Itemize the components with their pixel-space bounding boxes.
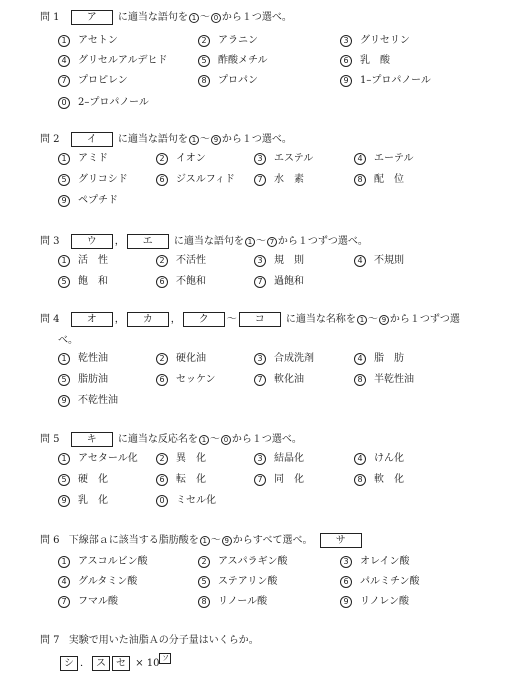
option-8: 8 配 位 [354,173,404,187]
stem-text: に適当な反応名を [117,434,198,445]
option-4: 4 脂 肪 [354,352,404,366]
question-number: 問 2 [40,134,60,145]
option-1: 1 活 性 [58,254,108,268]
answer-box-o[interactable]: オ [71,312,113,327]
option-7: 7 過飽和 [254,275,304,289]
answer-box-shi[interactable]: シ [60,656,78,671]
question-6-stem [40,533,364,548]
option-3: 3 結晶化 [254,452,304,466]
option-1: 1 アミド [58,152,108,166]
circled-number: 7 [267,237,277,247]
option-0: 0 2–プロパノール [58,96,149,110]
stem-text: に適当な語句を [117,12,188,23]
answer-box-se[interactable]: セ [112,656,130,671]
answer-box-i[interactable]: イ [71,132,113,147]
option-6: 6 不飽和 [156,275,206,289]
option-5: 5 酢酸メチル [198,54,268,68]
option-5: 5 脂肪油 [58,373,108,387]
tilde: ～ [210,535,221,546]
option-9: 9 1–プロパノール [340,74,431,88]
stem-text: に適当な名称を [285,314,356,325]
stem-text: からすべて選べ。 [232,535,313,546]
option-4: 4 グリセルアルデヒド [58,54,168,68]
option-2: 2 イオン [156,152,206,166]
stem-text: から１つずつ選 [389,314,460,325]
question-number: 問 1 [40,12,60,23]
option-8: 8 リノール酸 [198,595,267,609]
option-7: 7 軟化油 [254,373,304,387]
option-1: 1 乾性油 [58,352,108,366]
question-number: 問 3 [40,236,60,247]
option-6: 6 ジスルフィド [156,173,235,187]
answer-box-su[interactable]: ス [92,656,110,671]
tilde: ～ [199,134,210,145]
question-3-stem [40,234,368,249]
option-2: 2 アラニン [198,34,258,48]
option-9: 9 リノレン酸 [340,595,409,609]
stem-text: に適当な語句を [117,134,188,145]
option-3: 3 エステル [254,152,313,166]
separator: ， [114,314,125,325]
option-3: 3 合成洗剤 [254,352,314,366]
option-5: 5 飽 和 [58,275,108,289]
answer-box-so-exponent[interactable]: ソ [159,653,171,664]
question-number: 問 7 [40,635,60,646]
option-8: 8 プロパン [198,74,258,88]
stem-text: 下線部ａに該当する脂肪酸を [68,535,199,546]
option-1: 1 アセタール化 [58,452,138,466]
question-1-stem [40,10,292,25]
circled-number: 1 [189,13,199,23]
option-2: 2 不活性 [156,254,206,268]
stem-text: 実験で用いた油脂Ａの分子量はいくらか。 [68,635,259,646]
option-5: 5 グリコシド [58,173,128,187]
option-7: 7 フマル酸 [58,595,118,609]
option-7: 7 水 素 [254,173,304,187]
answer-box-ka[interactable]: カ [127,312,169,327]
answer-box-e[interactable]: エ [127,234,169,249]
stem-text: に適当な語句を [173,236,244,247]
option-2: 2 異 化 [156,452,206,466]
circled-number: 9 [379,315,389,325]
stem-text: から１つずつ選べ。 [277,236,368,247]
stem-text: から１つ選べ。 [221,12,292,23]
option-2: 2 アスパラギン酸 [198,555,288,569]
option-4: 4 不規則 [354,254,404,268]
range-tilde: ～ [226,314,237,325]
answer-box-ki[interactable]: キ [71,432,113,447]
option-4: 4 エーテル [354,152,414,166]
option-6: 6 転 化 [156,473,206,487]
question-number: 問 5 [40,434,60,445]
circled-number: 1 [245,237,255,247]
option-5: 5 硬 化 [58,473,108,487]
tilde: ～ [199,12,210,23]
question-number: 問 6 [40,535,60,546]
circled-number: 1 [199,435,209,445]
circled-number: 1 [357,315,367,325]
option-9: 9 乳 化 [58,494,108,508]
option-4: 4 グルタミン酸 [58,575,137,589]
option-9: 9 不乾性油 [58,394,118,408]
option-2: 2 硬化油 [156,352,206,366]
option-1: 1 アスコルビン酸 [58,555,148,569]
question-5-stem [40,432,302,447]
answer-box-ko[interactable]: コ [239,312,281,327]
option-6: 6 乳 酸 [340,54,390,68]
circled-number: 0 [221,435,231,445]
question-2-stem [40,132,292,147]
answer-box-u[interactable]: ウ [71,234,113,249]
question-7-stem [40,634,259,648]
answer-format [58,653,171,671]
tilde: ～ [367,314,378,325]
times-ten: × 10 [135,658,160,669]
separator: ， [114,236,125,247]
option-7: 7 同 化 [254,473,304,487]
option-7: 7 プロピレン [58,74,128,88]
option-8: 8 軟 化 [354,473,404,487]
tilde: ～ [209,434,220,445]
option-4: 4 けん化 [354,452,404,466]
tilde: ～ [255,236,266,247]
stem-text: から１つ選べ。 [231,434,302,445]
circled-number: 1 [189,135,199,145]
stem-text: から１つ選べ。 [221,134,292,145]
answer-box-ku[interactable]: ク [183,312,225,327]
option-5: 5 ステアリン酸 [198,575,277,589]
option-9: 9 ペプチド [58,194,118,208]
option-8: 8 半乾性油 [354,373,414,387]
answer-box-a[interactable]: ア [71,10,113,25]
option-6: 6 パルミチン酸 [340,575,420,589]
separator: ， [170,314,181,325]
option-3: 3 規 則 [254,254,304,268]
option-6: 6 セッケン [156,373,216,387]
answer-box-sa[interactable]: サ [320,533,362,548]
circled-number: 1 [200,536,210,546]
question-number: 問 4 [40,314,60,325]
circled-number: 9 [211,135,221,145]
option-3: 3 グリセリン [340,34,410,48]
option-1: 1 アセトン [58,34,118,48]
decimal-point: ． [80,658,90,669]
stem-continuation: べ。 [58,335,78,346]
circled-number: 9 [222,536,232,546]
circled-number: 0 [211,13,221,23]
option-3: 3 オレイン酸 [340,555,410,569]
option-0: 0 ミセル化 [156,494,216,508]
question-4-stem [40,312,460,327]
